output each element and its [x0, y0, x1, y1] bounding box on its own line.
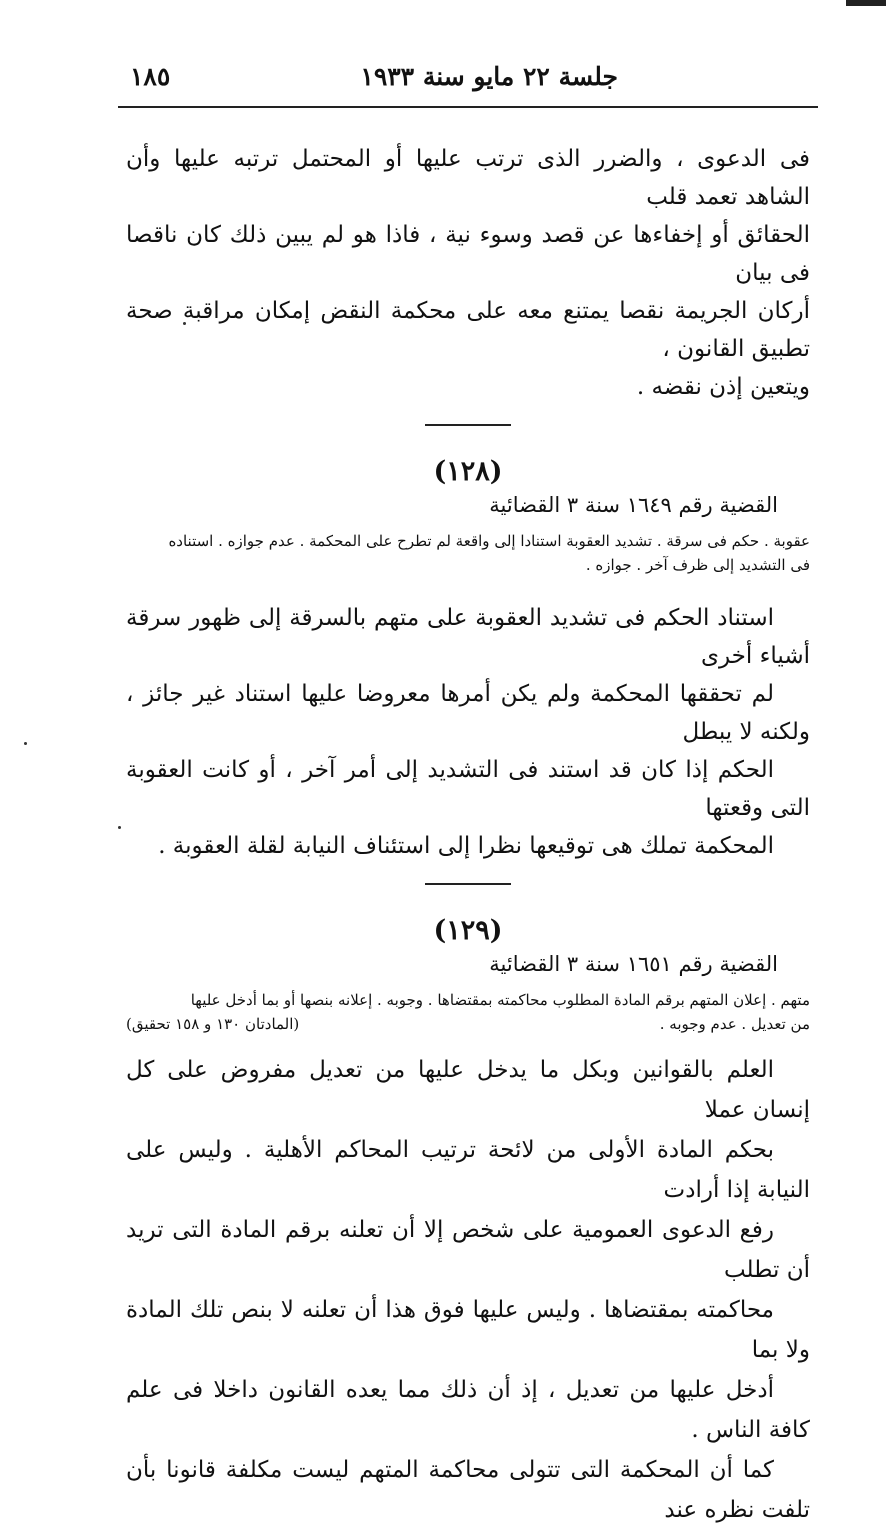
- header-rule: [118, 106, 818, 108]
- text-line: العلم بالقوانين وبكل ما يدخل عليها من تعديل مفروض على كل إنسان عملا: [126, 1057, 810, 1123]
- text-line: الحكم إذا كان قد استند فى التشديد إلى أمر آخر ، أو كانت العقوبة التى وقعتها: [126, 757, 810, 821]
- session-date-title: جلسة ٢٢ مايو سنة ١٩٣٣: [360, 62, 618, 91]
- page-number: ١٨٥: [130, 62, 171, 91]
- text-line: استناد الحكم فى تشديد العقوبة على متهم بالسرقة إلى ظهور سرقة أشياء أخرى: [126, 605, 810, 669]
- running-header: [118, 56, 818, 100]
- case-reference-128: القضية رقم ١٦٤٩ سنة ٣ القضائية: [489, 493, 778, 517]
- intro-paragraph: [118, 140, 818, 406]
- summary-line-with-articles: [126, 1012, 810, 1036]
- scan-speck: [24, 742, 27, 745]
- text-line: أركان الجريمة نقصا يمتنع معه على محكمة النقض إمكان مراقبة صحة تطبيق القانون ،: [126, 298, 810, 362]
- case-body-129: [118, 1050, 818, 1530]
- case-body-128: [118, 599, 818, 865]
- text-line: فى الدعوى ، والضرر الذى ترتب عليها أو المحتمل ترتبه عليها وأن الشاهد تعمد قلب: [126, 146, 810, 210]
- page-edge-mark: [846, 0, 886, 6]
- text-line: بحكم المادة الأولى من لائحة ترتيب المحاكم الأهلية . وليس على النيابة إذا أرادت: [126, 1137, 810, 1203]
- case-number-128: (١٢٨): [433, 456, 503, 487]
- text-line: كما أن المحكمة التى تتولى محاكمة المتهم ليست مكلفة قانونا بأن تلفت نظره عند: [126, 1457, 810, 1523]
- summary-line: عقوبة . حكم فى سرقة . تشديد العقوبة استنادا إلى واقعة لم تطرح على المحكمة . عدم جوازه . استناده: [168, 532, 810, 550]
- summary-line: متهم . إعلان المتهم برقم المادة المطلوب محاكمته بمقتضاها . وجوبه . إعلانه بنصها أو بما أدخل عليها: [190, 991, 810, 1009]
- text-line: لم تحققها المحكمة ولم يكن أمرها معروضا عليها استناد غير جائز ، ولكنه لا يبطل: [126, 681, 810, 745]
- text-line: المحكمة تملك هى توقيعها نظرا إلى استئناف النيابة لقلة العقوبة .: [158, 833, 774, 859]
- text-line: محاكمته بمقتضاها . وليس عليها فوق هذا أن تعلنه لا بنص تلك المادة ولا بما: [126, 1297, 810, 1363]
- summary-line: فى التشديد إلى ظرف آخر . جوازه .: [585, 556, 810, 574]
- case-summary-129: [118, 988, 818, 1036]
- text-line: الحقائق أو إخفاءها عن قصد وسوء نية ، فاذا هو لم يبين ذلك كان ناقصا فى بيان: [126, 222, 810, 286]
- section-separator: [425, 424, 511, 426]
- document-page: [118, 56, 818, 1530]
- case-reference-129: القضية رقم ١٦٥١ سنة ٣ القضائية: [489, 952, 778, 976]
- text-line: أدخل عليها من تعديل ، إذ أن ذلك مما يعده القانون داخلا فى علم كافة الناس .: [126, 1377, 810, 1443]
- section-separator: [425, 883, 511, 885]
- articles-reference: (المادتان ١٣٠ و ١٥٨ تحقيق): [126, 1015, 300, 1033]
- summary-line: من تعديل . عدم وجوبه .: [659, 1015, 810, 1033]
- text-line: ويتعين إذن نقضه .: [636, 374, 810, 400]
- case-summary-128: [118, 529, 818, 577]
- case-number-129: (١٢٩): [433, 915, 503, 946]
- text-line: رفع الدعوى العمومية على شخص إلا أن تعلنه برقم المادة التى تريد أن تطلب: [126, 1217, 810, 1283]
